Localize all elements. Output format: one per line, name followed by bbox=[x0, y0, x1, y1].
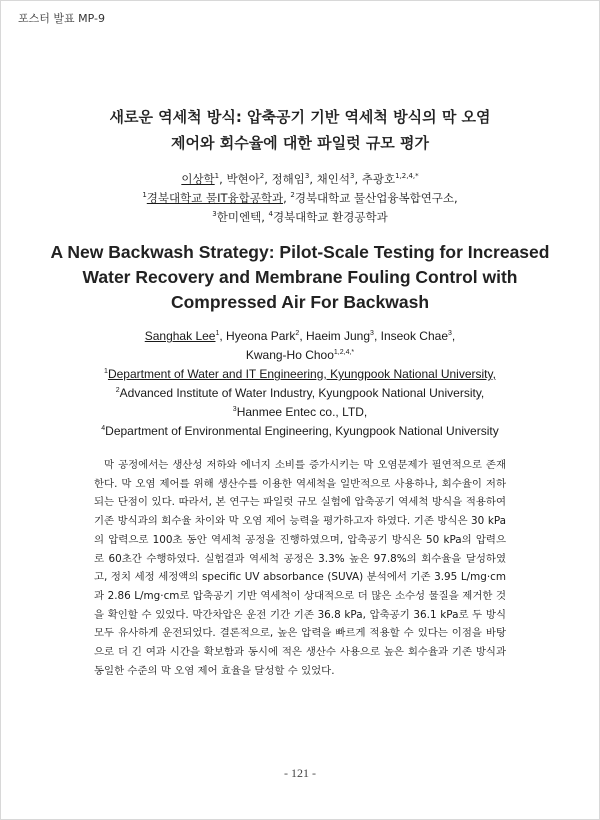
author-superscript: 1,2,4,* bbox=[333, 349, 355, 356]
page-number: - 121 - bbox=[284, 766, 316, 780]
english-author-name: Sanghak Lee bbox=[144, 329, 216, 343]
korean-author-name: 추광호 bbox=[361, 172, 396, 186]
session-label: 포스터 발표 MP-9 bbox=[18, 12, 105, 25]
affiliation-superscript: 4 bbox=[101, 425, 106, 432]
author-superscript: 1 bbox=[214, 172, 220, 181]
korean-title-line-1: 새로운 역세척 방식: 압축공기 기반 역세척 방식의 막 오염 bbox=[109, 108, 491, 126]
korean-affiliation: 경북대학교 물산업융복합연구소 bbox=[294, 191, 455, 205]
korean-affiliation-line-2: $^3$한미엔텍, $^4$경북대학교 환경공학과 bbox=[212, 210, 388, 224]
affiliation-superscript: 3 bbox=[212, 210, 217, 219]
korean-affiliation-line-1: $^1$경북대학교 물IT융합공학과, $^2$경북대학교 물산업융복합연구소, bbox=[142, 191, 458, 205]
english-title-line-3: Compressed Air For Backwash bbox=[170, 292, 430, 312]
korean-author-block bbox=[0, 170, 600, 227]
korean-title-line-2: 제어와 회수율에 대한 파일럿 규모 평가 bbox=[171, 134, 429, 152]
author-superscript: 3 bbox=[350, 172, 355, 181]
korean-title bbox=[0, 104, 600, 156]
affiliation-text: Advanced Institute of Water Industry, Kyungpook National University, bbox=[119, 386, 485, 400]
author-superscript: 3 bbox=[448, 330, 452, 337]
english-author-name: Inseok Chae bbox=[380, 329, 448, 343]
english-affiliation-3 bbox=[0, 403, 600, 422]
author-superscript: 1 bbox=[215, 330, 220, 337]
english-author-name: Haeim Jung bbox=[306, 329, 371, 343]
abstract-paragraph: 막 공정에서는 생산성 저하와 에너지 소비를 증가시키는 막 오염문제가 필연적으로 존재한다. 막 오염 제어를 위해 생산수를 이용한 역세척을 일반적으로 사용하나, 회수율이 저하되는 단점이 있다. 따라서, 본 연구는 파일럿 규모 실험에 압축공기 역세척 방식을 적용하여 기존 방식과의 회수율 차이와 막 오염 제어 능력을 평가하고자 하였다. 기존 방식은 30 kPa의 압력으로 100초 동안 역세척 공정을 진행하였으며, 압축공기 방식은 50 kPa의 압력으로 60초간 수행하였다. 실험결과 역세척 공정은 3.3% 높은 97.8%의 회수율을 달성하였고, 정치 세정 세정액의 specific UV absorbance (SUVA) 분석에서 기존 3.95 L/mg·cm과 2.86 L/mg·cm로 압축공기 기반 역세척이 상대적으로 더 많은 소수성 물질을 제거한 것을 확인할 수 있었다. 막간차압은 운전 기간 기존 36.8 kPa, 압축공기 36.1 kPa로 두 방식 모두 유사하게 운전되었다. 결론적으로, 높은 압력을 빠르게 적용할 수 있다는 이점을 바탕으로 더 긴 여과 시간을 확보함과 동시에 적은 생산수 사용으로 높은 회수율과 기존 방식과 동일한 수준의 막 오염 제어 효율을 달성할 수 있었다. bbox=[94, 459, 506, 677]
affiliation-text: Department of Environmental Engineering, Kyungpook National University bbox=[105, 424, 499, 438]
korean-author-name: 박현아 bbox=[226, 172, 260, 186]
affiliation-superscript: 2 bbox=[290, 191, 295, 200]
affiliation-superscript: 1 bbox=[104, 368, 108, 375]
english-affiliation-4 bbox=[0, 422, 600, 441]
english-title-line-2: Water Recovery and Membrane Fouling Control with bbox=[82, 267, 518, 287]
affiliation-superscript: 3 bbox=[232, 406, 237, 413]
english-author-list-line-1: Sanghak Lee$^1$, Hyeona Park$^2$, Haeim Jung$^3$, Inseok Chae$^3$, bbox=[144, 329, 456, 343]
korean-affiliation: 경북대학교 환경공학과 bbox=[272, 210, 388, 224]
author-superscript: 3 bbox=[304, 172, 310, 181]
affiliation-text: Department of Water and IT Engineering, Kyungpook National University, bbox=[107, 367, 496, 381]
korean-author-list: 이상학$^1$, 박현아$^2$, 정해임$^3$, 채인석$^3$, 추광호$^{1,2,4,*}$ bbox=[181, 172, 419, 186]
english-author-list-line-2 bbox=[0, 346, 600, 365]
korean-author-name: 이상학 bbox=[181, 172, 215, 186]
korean-affiliation: 한미엔텍 bbox=[216, 210, 262, 224]
korean-affiliation: 경북대학교 물IT융합공학과 bbox=[146, 191, 284, 205]
english-title-line-1: A New Backwash Strategy: Pilot-Scale Testing for Increased bbox=[50, 242, 550, 262]
english-author-name: Kwang-Ho Choo bbox=[245, 348, 334, 362]
author-superscript: 1,2,4,* bbox=[395, 172, 419, 181]
author-superscript: 2 bbox=[259, 172, 265, 181]
english-author-block bbox=[0, 327, 600, 441]
korean-author-name: 채인석 bbox=[316, 172, 350, 186]
affiliation-text: Hanmee Entec co., LTD, bbox=[236, 405, 368, 419]
english-author-name: Hyeona Park bbox=[226, 329, 296, 343]
affiliation-superscript: 1 bbox=[142, 191, 147, 200]
author-superscript: 3 bbox=[370, 330, 374, 337]
english-affiliation-1 bbox=[0, 365, 600, 384]
english-affiliation-2 bbox=[0, 384, 600, 403]
korean-author-name: 정해임 bbox=[271, 172, 305, 186]
affiliation-superscript: 4 bbox=[268, 210, 273, 219]
affiliation-superscript: 2 bbox=[115, 387, 120, 394]
author-superscript: 2 bbox=[295, 330, 300, 337]
english-title bbox=[0, 240, 600, 315]
